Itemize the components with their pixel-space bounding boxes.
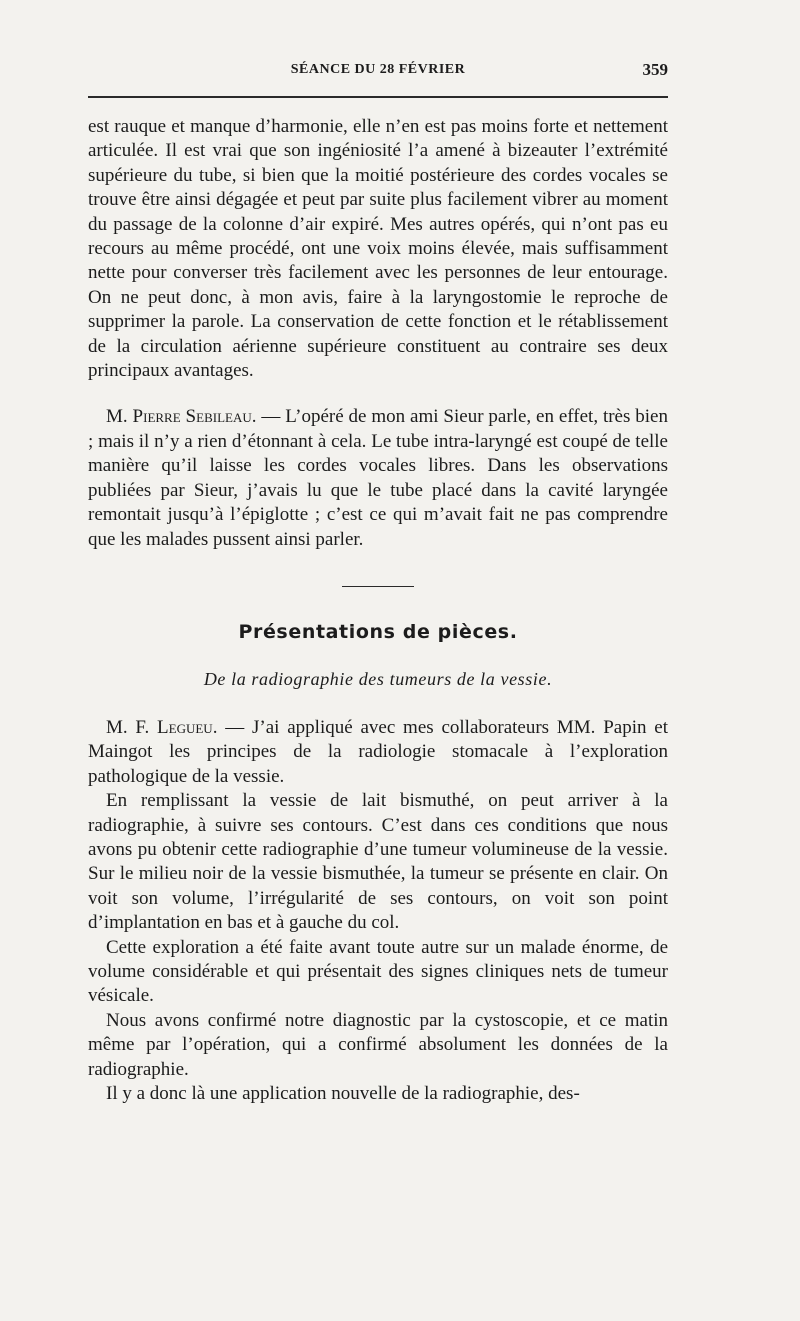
section-paragraph: Il y a donc là une application nouvelle de la radiographie, des- [106,1083,580,1104]
discussion-paragraph-sebileau [88,405,668,551]
section-paragraph: En remplissant la vessie de lait bismuthé, on peut arriver à la radiographie, à suivre ses contours. C’est dans ces conditions que nous avons pu obtenir cette radiographie d’une tumeur volumineuse de la vessie. Sur le milieu noir de la vessie bismuthée, la tumeur se présente en clair. On voit son volume, l’irrégularité de ses contours, on voit son point d’implantation en bas et à gauche du col. [88,790,668,934]
header-rule [88,96,668,98]
speaker-name: Legueu [157,716,213,738]
running-header [88,62,668,84]
section-paragraph: Cette exploration a été faite avant toute autre sur un malade énorme, de volume considérable et qui présentait des signes cliniques nets de tumeur vésicale. [88,936,668,1007]
page-number: 359 [642,60,668,79]
speaker-prefix: M. [106,406,133,428]
speaker-name: Pierre Sebileau [132,406,252,428]
paragraph-text: . — J’ai appliqué avec mes collaborateurs MM. Papin et Maingot les principes de la radiologie stomacale à l’exploration pathologique de la vessie. [88,716,668,787]
section-separator [342,586,414,587]
section-paragraph: Nous avons confirmé notre diagnostic par la cystoscopie, et ce matin même par l’opération, qui a confirmé absolument les données de la radiographie. [88,1009,668,1080]
discussion-paragraph: est rauque et manque d’harmonie, elle n’en est pas moins forte et nettement articulée. Il est vrai que son ingéniosité l’a amené à bizeauter l’extrémité supérieure du tube, si bien que la moitié postérieure des cordes vocales se trouve être ainsi dégagée et peut par suite plus facilement vibrer au moment du passage de la colonne d’air expiré. Mes autres opérés, qui n’ont pas eu recours au même procédé, ont une voix moins élevée, mais suffisamment nette pour converser très facilement avec les personnes de leur entourage. On ne peut donc, à mon avis, faire à la laryngostomie le reproche de supprimer la parole. La conservation de cette fonction et le rétablissement de la circulation aérienne supérieure constituent au contraire ses deux principaux avantages. [88,116,668,382]
section-paragraph-legueu [88,716,668,789]
running-title: SÉANCE DU 28 FÉVRIER [290,62,466,77]
speaker-prefix: M. F. [106,716,158,738]
paragraph-text: . — L’opéré de mon ami Sieur parle, en effet, très bien ; mais il n’y a rien d’étonnant à cela. Le tube intra-laryngé est coupé de telle manière qu’il laisse les cordes vocales libres. Dans les observations publiées par Sieur, j’avais lu que le tube placé dans la cavité laryngée remontait jusqu’à l’épiglotte ; c’est ce qui m’avait fait ne pas comprendre que les malades pussent ainsi parler. [88,406,668,550]
section-subtitle: De la radiographie des tumeurs de la vessie. [203,668,553,689]
page-body [88,115,668,1106]
section-title: Présentations de pièces. [238,620,518,643]
